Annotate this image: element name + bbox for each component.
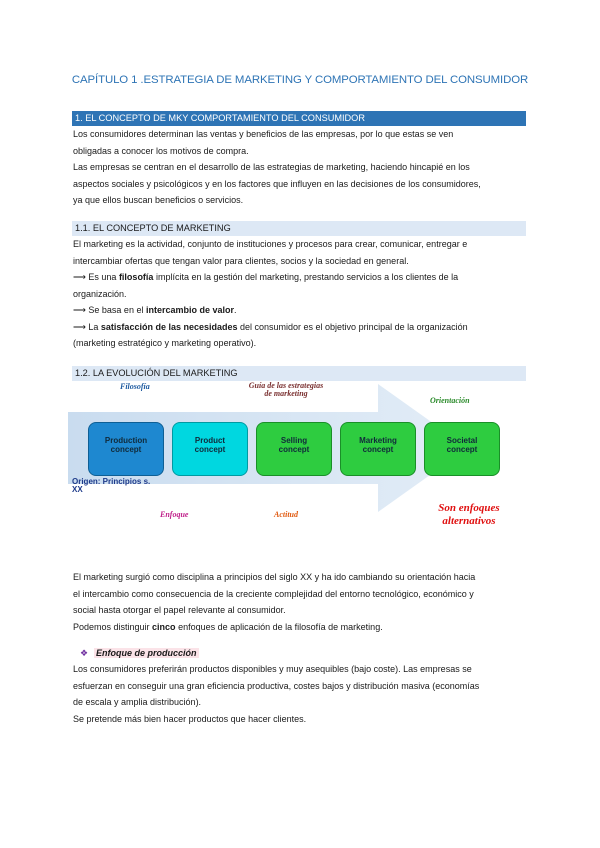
text-line: Se pretende más bien hacer productos que hacer clientes. [73, 713, 307, 724]
section-heading-1-1: 1.1. EL CONCEPTO DE MARKETING [72, 221, 526, 236]
text-line: social hasta otorgar el papel relevante al consumidor. [73, 605, 286, 615]
text-line: Podemos distinguir cinco enfoques de aplicación de la filosofía de marketing. [73, 621, 383, 632]
label-orientacion: Orientación [430, 396, 470, 405]
section5-paragraph [73, 661, 533, 727]
label-actitud: Actitud [274, 510, 299, 519]
label-filosofia: Filosofía [120, 382, 150, 391]
text-line: el intercambio como consecuencia de la creciente complejidad del entorno tecnológico, económico y [73, 588, 474, 599]
subheading-enfoque-produccion: Enfoque de producción [96, 648, 197, 658]
bullet-line: ⟶ Se basa en el intercambio de valor. [73, 305, 237, 315]
section2-paragraph [73, 236, 533, 352]
chapter-title: CAPÍTULO 1 .ESTRATEGIA DE MARKETING Y COMPORTAMIENTO DEL CONSUMIDOR [71, 74, 529, 86]
bullet-line: ⟶ La satisfacción de las necesidades del consumidor es el objetivo principal de la organización [73, 321, 468, 332]
text-line: intercambiar ofertas que tengan valor para clientes, socios y la sociedad en general. [73, 255, 409, 266]
section-heading-1-2: 1.2. LA EVOLUCIÓN DEL MARKETING [72, 366, 526, 381]
bullet-line: ⟶ Es una filosofía implícita en la gestión del marketing, prestando servicios a los clientes de la [73, 272, 459, 282]
text-line: aspectos sociales y psicológicos y en los factores que influyen en las decisiones de los consumidores, [73, 178, 481, 189]
text-line: obligadas a conocer los motivos de compra. [73, 145, 249, 156]
text-line: esfuerzan en conseguir una gran eficiencia productiva, costes bajos y distribución masiva (economías [73, 680, 480, 691]
section-heading-1: 1. EL CONCEPTO DE MKY COMPORTAMIENTO DEL CONSUMIDOR [72, 111, 526, 126]
section1-paragraph [73, 126, 533, 209]
label-alternativos: Son enfoques alternativos [438, 502, 500, 527]
label-origen: Origen: Principios s. XX [72, 477, 151, 494]
diamond-bullet-icon: ❖ [80, 648, 89, 658]
marketing-concept-box: Marketing concept [340, 422, 416, 476]
text-line: El marketing surgió como disciplina a principios del siglo XX y ha ido cambiando su orientación hacia [73, 572, 476, 582]
text-line: Las empresas se centran en el desarrollo de las estrategias de marketing, haciendo hincapié en los [73, 162, 470, 172]
arrow-icon: ⟶ [73, 305, 86, 315]
selling-concept-box: Selling concept [256, 422, 332, 476]
section4-paragraph [73, 569, 533, 635]
text-line: (marketing estratégico y marketing operativo). [73, 338, 257, 348]
societal-concept-box: Societal concept [424, 422, 500, 476]
text-line: El marketing es la actividad, conjunto de instituciones y procesos para crear, comunicar, entregar e [73, 239, 468, 249]
arrow-icon: ⟶ [73, 272, 86, 282]
label-enfoque: Enfoque [160, 510, 189, 519]
marketing-evolution-diagram [68, 378, 538, 538]
text-line: Los consumidores determinan las ventas y beneficios de las empresas, por lo que estas se ven [73, 129, 454, 139]
production-concept-box: Production concept [88, 422, 164, 476]
text-line: organización. [73, 288, 127, 299]
text-line: ya que ellos buscan beneficios o servicios. [73, 195, 244, 205]
label-guia: Guía de las estrategias de marketing [248, 381, 324, 398]
arrow-icon: ⟶ [73, 321, 86, 332]
product-concept-box: Product concept [172, 422, 248, 476]
text-line: Los consumidores preferirán productos disponibles y muy asequibles (bajo coste). Las empresas se [73, 664, 472, 674]
text-line: de escala y amplia distribución). [73, 697, 202, 707]
